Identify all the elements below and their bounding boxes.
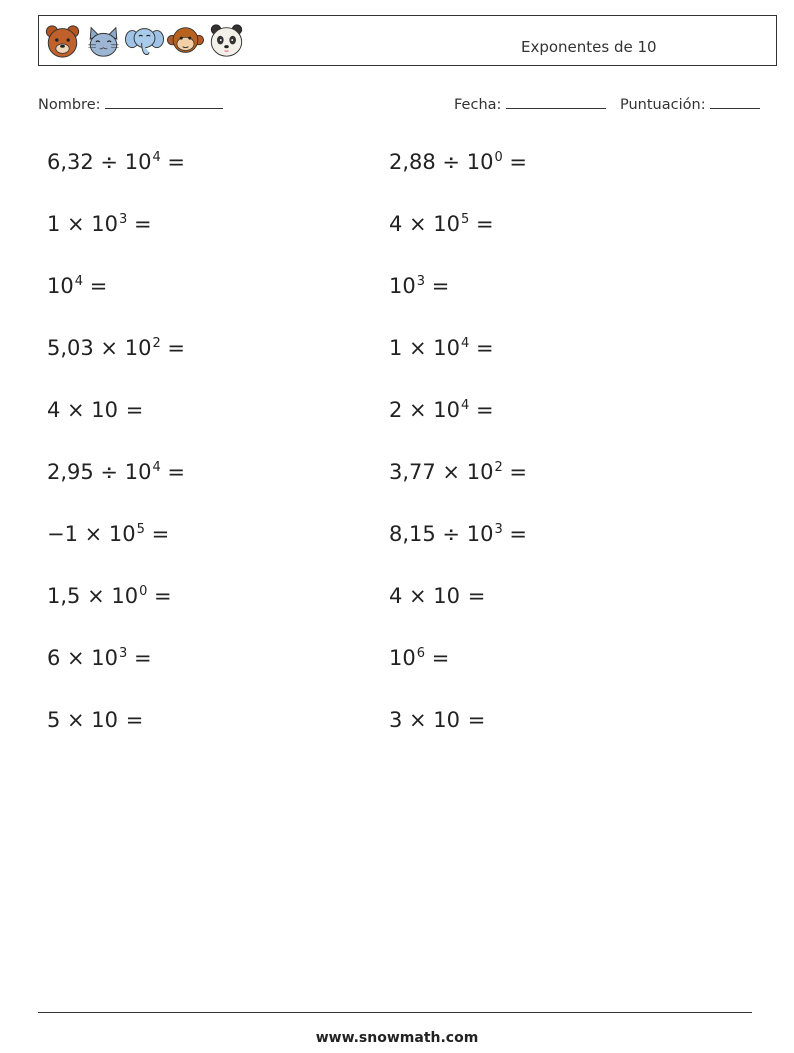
problem: $2,88 \div 10^0$ = [389, 150, 527, 174]
problem: $10^3$ = [389, 274, 450, 298]
date-blank[interactable] [506, 94, 606, 109]
footer-divider [38, 1012, 752, 1013]
problem: 4 × 10 = [389, 584, 486, 608]
score-blank[interactable] [710, 94, 760, 109]
problem: 5 × 10 = [47, 708, 144, 732]
problem: $1 \times 10^4$ = [389, 336, 494, 360]
worksheet-title: Exponentes de 10 [521, 38, 657, 56]
cat-icon [84, 22, 123, 60]
date-label: Fecha: [454, 97, 502, 113]
name-blank[interactable] [105, 94, 223, 109]
date-field[interactable] [454, 94, 606, 113]
panda-icon [207, 22, 246, 60]
problem: $6 \times 10^3$ = [47, 646, 152, 670]
problem: $2 \times 10^4$ = [389, 398, 494, 422]
problem: $6,32 \div 10^4$ = [47, 150, 185, 174]
score-label: Puntuación: [620, 97, 706, 113]
problem: $3,77 \times 10^2$ = [389, 460, 527, 484]
name-field[interactable] [38, 94, 223, 113]
header-box [38, 15, 777, 66]
elephant-icon [125, 22, 164, 60]
problem: 3 × 10 = [389, 708, 486, 732]
bear-icon [43, 22, 82, 60]
problem: $2,95 \div 10^4$ = [47, 460, 185, 484]
problem: $10^4$ = [47, 274, 108, 298]
animal-icons [43, 22, 246, 60]
monkey-icon [166, 22, 205, 60]
footer-url[interactable]: www.snowmath.com [315, 1030, 479, 1046]
problem: $1,5 \times 10^0$ = [47, 584, 172, 608]
score-field[interactable] [620, 94, 760, 113]
problem: $8,15 \div 10^3$ = [389, 522, 527, 546]
name-label: Nombre: [38, 97, 101, 113]
problem: $5,03 \times 10^2$ = [47, 336, 185, 360]
problem: 4 × 10 = [47, 398, 144, 422]
problem: $10^6$ = [389, 646, 450, 670]
problem: $4 \times 10^5$ = [389, 212, 494, 236]
problem: $-1 \times 10^5$ = [47, 522, 170, 546]
problem: $1 \times 10^3$ = [47, 212, 152, 236]
